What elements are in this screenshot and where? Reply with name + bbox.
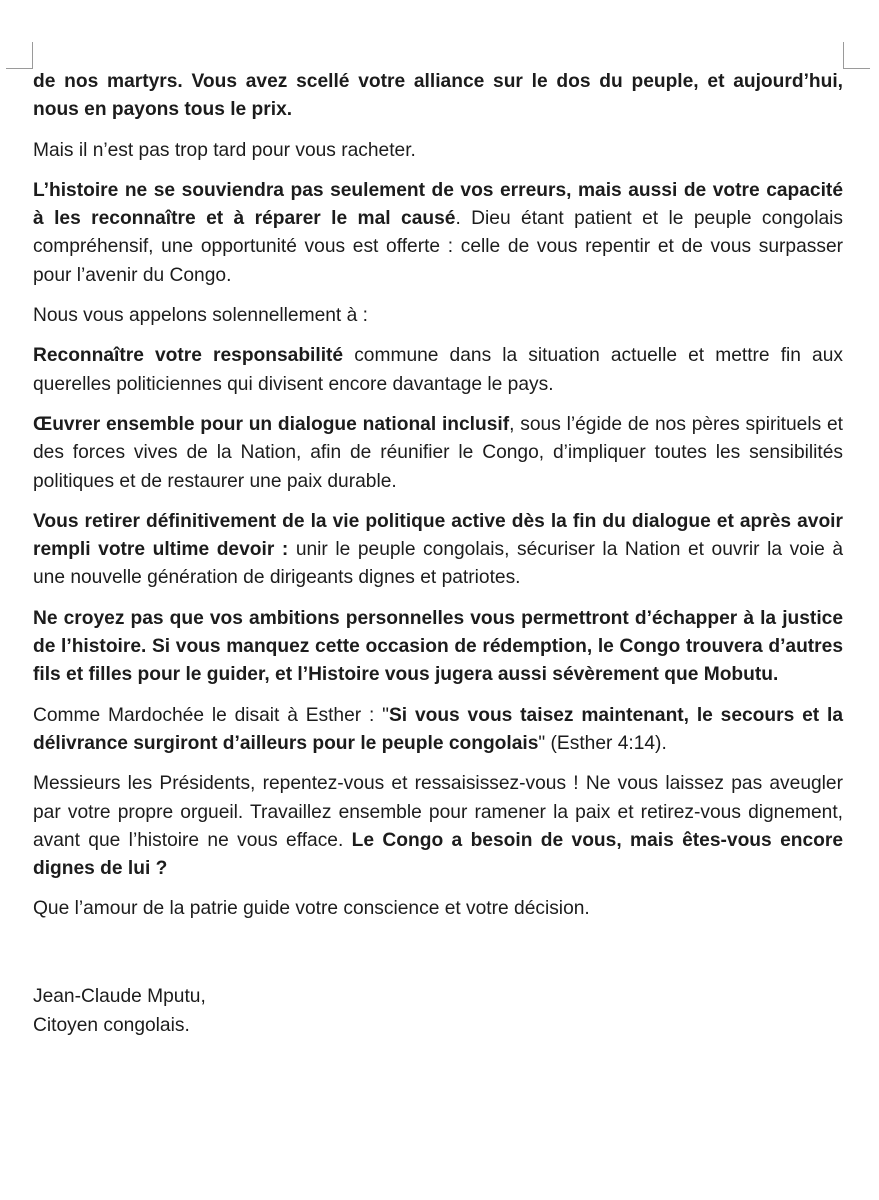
signature-name: Jean-Claude Mputu,	[33, 985, 206, 1007]
document-page	[33, 68, 843, 1040]
text-segment: Ne croyez pas que vos ambitions personnelles vous permettront d’échapper à la justice de l’histoire. Si vous manquez cette occasion de rédemption, le Congo trouvera d’autres fils et filles pour le guider, et l’Histoire vous jugera aussi sévèrement que Mobutu.	[33, 607, 843, 686]
text-segment: Si vous vous taisez maintenant, le secours et la délivrance surgiront d’ailleurs pour le peuple congolais	[33, 704, 843, 754]
page-corner-mark-top-right	[843, 42, 870, 69]
paragraph-retirer	[33, 508, 843, 593]
text-segment: Le Congo a besoin de vous, mais êtes-vous encore dignes de lui ?	[33, 829, 843, 880]
signature-title: Citoyen congolais.	[33, 1014, 190, 1036]
text-segment: Œuvrer ensemble pour un dialogue national inclusif	[33, 413, 510, 435]
text-segment: unir le peuple congolais, sécuriser la Nation et ouvrir la voie à une nouvelle génération de dirigeants dignes et patriotes.	[33, 539, 843, 589]
text-segment: Comme Mardochée le disait à Esther : "	[33, 704, 389, 726]
paragraph-ambitions	[33, 605, 843, 690]
text-segment: , sous l’égide de nos pères spirituels et des forces vives de la Nation, afin de réunifier le Congo, d’impliquer toutes les sensibilités politiques et de restaurer une paix durable.	[33, 413, 844, 492]
text-segment: Que l’amour de la patrie guide votre conscience et votre décision.	[33, 898, 590, 920]
text-segment: L’histoire ne se souviendra pas seulement de vos erreurs, mais aussi de votre capacité à les reconnaître et à réparer le mal causé	[33, 179, 843, 230]
paragraph-histoire	[33, 177, 843, 290]
paragraph-martyrs	[33, 68, 843, 125]
text-segment: de nos martyrs. Vous avez scellé votre alliance sur le dos du peuple, et aujourd’hui, nous en payons tous le prix.	[33, 71, 843, 121]
paragraph-mardochee	[33, 702, 843, 759]
paragraph-amour-patrie	[33, 895, 843, 923]
text-segment: Reconnaître votre responsabilité	[33, 345, 344, 367]
text-segment: Messieurs les Présidents, repentez-vous et ressaisissez-vous ! Ne vous laissez pas aveugler par votre propre orgueil. Travaillez ensemble pour ramener la paix et retirez-vous dignement, avant que l’histoire ne vous efface.	[33, 773, 843, 851]
text-segment: . Dieu étant patient et le peuple congolais compréhensif, une opportunité vous est offerte : celle de vous repentir et de vous surpasser pour l’avenir du Congo.	[33, 208, 843, 286]
text-segment: " (Esther 4:14).	[538, 732, 667, 754]
paragraph-pas-trop-tard	[33, 137, 843, 165]
text-segment: Mais il n’est pas trop tard pour vous racheter.	[33, 139, 416, 161]
text-segment: Nous vous appelons solennellement à :	[33, 305, 368, 327]
text-segment: commune dans la situation actuelle et mettre fin aux querelles politiciennes qui divisent encore davantage le pays.	[33, 345, 843, 395]
paragraph-oeuvrer	[33, 411, 843, 496]
paragraph-presidents	[33, 770, 843, 883]
page-corner-mark-top-left	[6, 42, 33, 69]
paragraph-appel	[33, 302, 843, 330]
text-segment: Vous retirer définitivement de la vie politique active dès la fin du dialogue et après avoir rempli votre ultime devoir :	[33, 510, 843, 561]
signature-block	[33, 982, 843, 1040]
paragraph-reconnaitre	[33, 342, 843, 399]
